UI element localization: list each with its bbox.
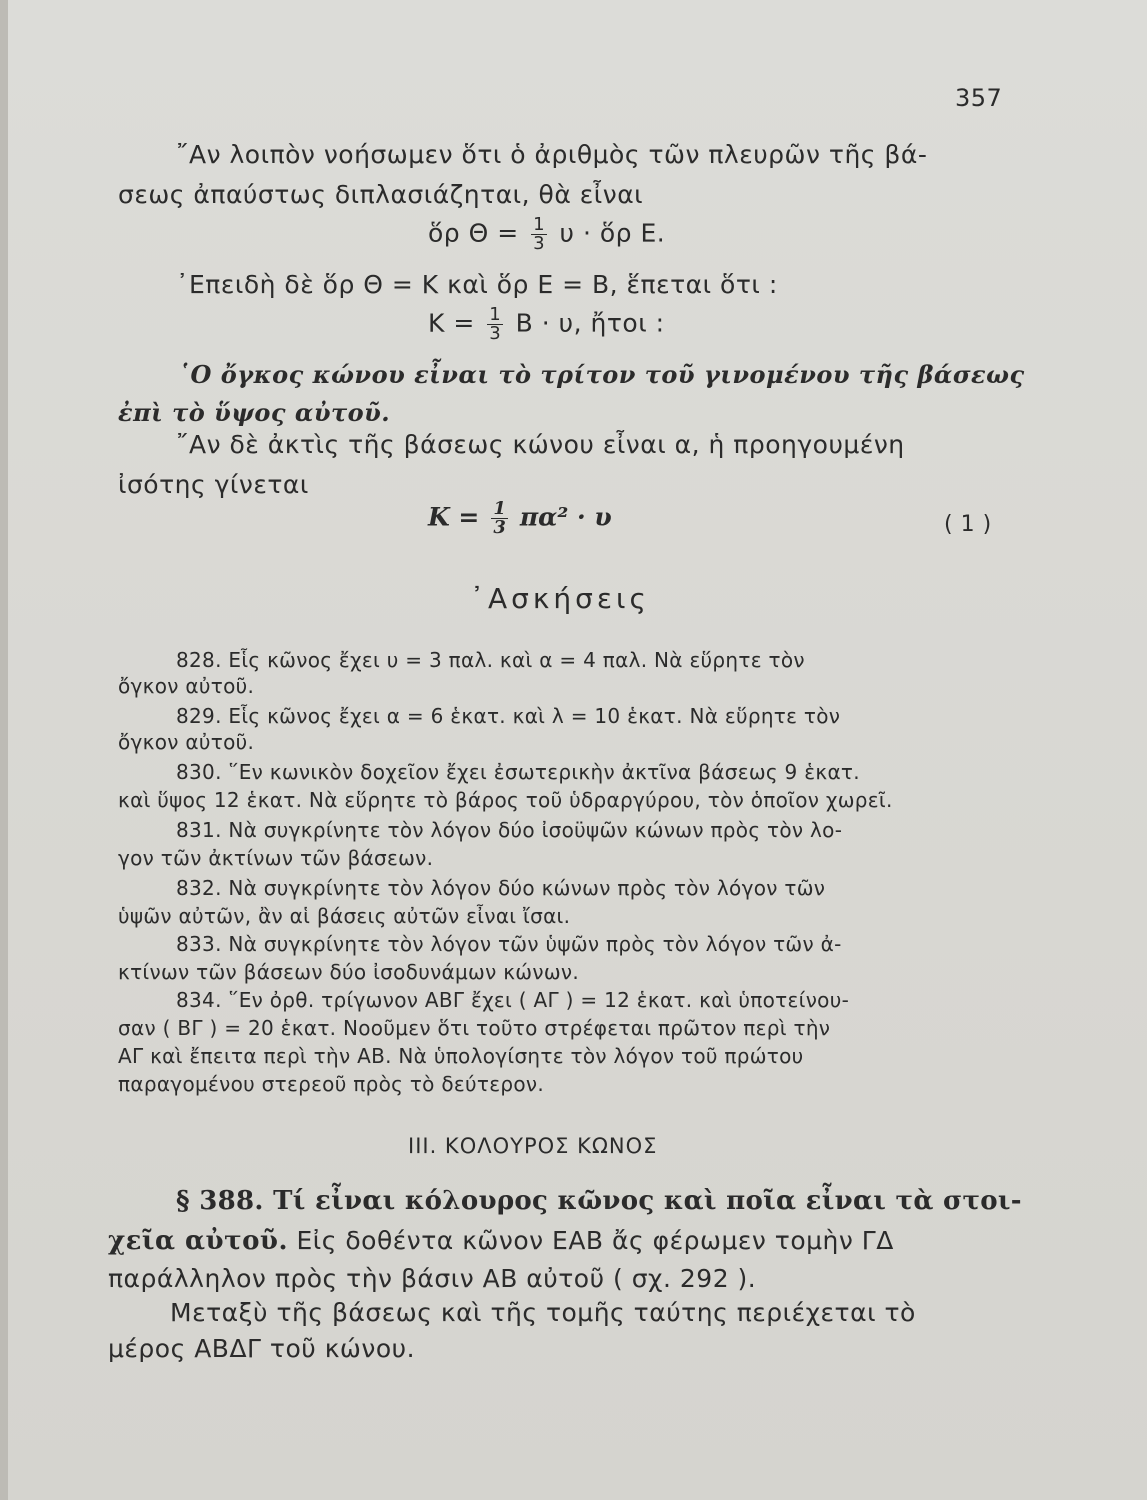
exercise-834-line4: παραγομένου στερεοῦ πρὸς τὸ δεύτερον.	[118, 1072, 544, 1096]
page-number: 357	[955, 84, 1003, 112]
eq2-denominator: 3	[489, 323, 502, 344]
exercise-829-line2: ὄγκον αὐτοῦ.	[118, 730, 255, 754]
eq3-right: πα² · υ	[519, 502, 612, 532]
section-388-line2-text: Εἰς δοθέντα κῶνον ΕΑΒ ἄς φέρωμεν τομὴν ΓΔ	[288, 1226, 894, 1255]
theorem-line1: ῾Ο ὄγκος κώνου εἶναι τὸ τρίτον τοῦ γινομένου τῆς βάσεως	[178, 360, 1025, 389]
eq3-numerator: 1	[493, 498, 506, 519]
para1-line1: ῎Αν λοιπὸν νοήσωμεν ὅτι ὁ ἀριθμὸς τῶν πλευρῶν τῆς βά-	[176, 140, 928, 169]
section-388-line5: μέρος ΑΒΔΓ τοῦ κώνου.	[108, 1334, 416, 1363]
eq3-left: Κ =	[428, 502, 480, 532]
eq3-fraction	[491, 500, 508, 537]
eq1-numerator: 1	[533, 214, 546, 235]
eq1-left: ὅρ Θ =	[428, 218, 519, 248]
eq2-numerator: 1	[489, 304, 502, 325]
eq2-fraction	[487, 306, 503, 343]
eq1-denominator: 3	[533, 233, 546, 254]
section-388-line2	[108, 1226, 894, 1256]
exercise-830-line1: 830. ῞Εν κωνικὸν δοχεῖον ἔχει ἐσωτερικὴν ἀκτῖνα βάσεως 9 ἑκατ.	[176, 760, 860, 784]
para1-line2: σεως ἀπαύστως διπλασιάζηται, θὰ εἶναι	[118, 180, 644, 209]
eq1-fraction	[531, 216, 547, 253]
equation-2	[428, 306, 665, 343]
eq2-right: Β · υ, ἤτοι :	[515, 308, 665, 338]
section-388-line4: Μεταξὺ τῆς βάσεως καὶ τῆς τομῆς ταύτης περιέχεται τὸ	[170, 1298, 916, 1327]
section-388-line3: παράλληλον πρὸς τὴν βάσιν ΑΒ αὐτοῦ ( σχ. 292 ).	[108, 1264, 757, 1293]
eq2-left: Κ =	[428, 308, 475, 338]
exercise-831-line2: γον τῶν ἀκτίνων τῶν βάσεων.	[118, 846, 434, 870]
exercise-831-line1: 831. Νὰ συγκρίνητε τὸν λόγον δύο ἰσοϋψῶν κώνων πρὸς τὸν λο-	[176, 818, 843, 842]
section-388-title-line2: χεῖα αὐτοῦ.	[108, 1226, 289, 1256]
exercise-832-line1: 832. Νὰ συγκρίνητε τὸν λόγον δύο κώνων πρὸς τὸν λόγον τῶν	[176, 876, 826, 900]
exercise-832-line2: ὑψῶν αὐτῶν, ἂν αἱ βάσεις αὐτῶν εἶναι ἴσαι.	[118, 904, 571, 928]
equation-1	[428, 216, 665, 253]
eq1-right: υ · ὅρ Ε.	[559, 218, 666, 248]
theorem-line2: ἐπὶ τὸ ὕψος αὐτοῦ.	[118, 398, 391, 427]
para3-line2: ἰσότης γίνεται	[118, 470, 309, 499]
exercise-834-line2: σαν ( ΒΓ ) = 20 ἑκατ. Νοοῦμεν ὅτι τοῦτο στρέφεται πρῶτον περὶ τὴν	[118, 1016, 831, 1040]
exercises-heading: ᾿Ασκήσεις	[470, 582, 650, 615]
exercise-829-line1: 829. Εἷς κῶνος ἔχει α = 6 ἑκατ. καὶ λ = 10 ἑκατ. Νὰ εὕρητε τὸν	[176, 704, 841, 728]
para3-line1: ῎Αν δὲ ἀκτὶς τῆς βάσεως κώνου εἶναι α, ἡ προηγουμένη	[176, 430, 905, 459]
exercise-833-line2: κτίνων τῶν βάσεων δύο ἰσοδυνάμων κώνων.	[118, 960, 580, 984]
section-388-title-line1: § 388. Τί εἶναι κόλουρος κῶνος καὶ ποῖα εἶναι τὰ στοι-	[176, 1186, 1022, 1216]
exercise-833-line1: 833. Νὰ συγκρίνητε τὸν λόγον τῶν ὑψῶν πρὸς τὸν λόγον τῶν ἀ-	[176, 932, 842, 956]
exercise-834-line3: ΑΓ καὶ ἔπειτα περὶ τὴν ΑΒ. Νὰ ὑπολογίσητε τὸν λόγον τοῦ πρώτου	[118, 1044, 804, 1068]
exercise-830-line2: καὶ ὕψος 12 ἑκατ. Νὰ εὕρητε τὸ βάρος τοῦ ὑδραργύρου, τὸν ὁποῖον χωρεῖ.	[118, 788, 893, 812]
exercise-834-line1: 834. ῞Εν ὀρθ. τρίγωνον ΑΒΓ ἔχει ( ΑΓ ) = 12 ἑκατ. καὶ ὑποτείνου-	[176, 988, 850, 1012]
para2-line1: ᾿Επειδὴ δὲ ὅρ Θ = Κ καὶ ὅρ Ε = Β, ἕπεται ὅτι :	[176, 270, 778, 299]
equation-3	[428, 500, 612, 537]
section-heading: ΙΙΙ. ΚΟΛΟΥΡΟΣ ΚΩΝΟΣ	[408, 1134, 658, 1158]
page-edge	[0, 0, 8, 1500]
equation-3-label: ( 1 )	[944, 512, 992, 537]
exercise-828-line1: 828. Εἷς κῶνος ἔχει υ = 3 παλ. καὶ α = 4 παλ. Νὰ εὕρητε τὸν	[176, 648, 805, 672]
eq3-denominator: 3	[493, 517, 506, 538]
exercise-828-line2: ὄγκον αὐτοῦ.	[118, 674, 255, 698]
